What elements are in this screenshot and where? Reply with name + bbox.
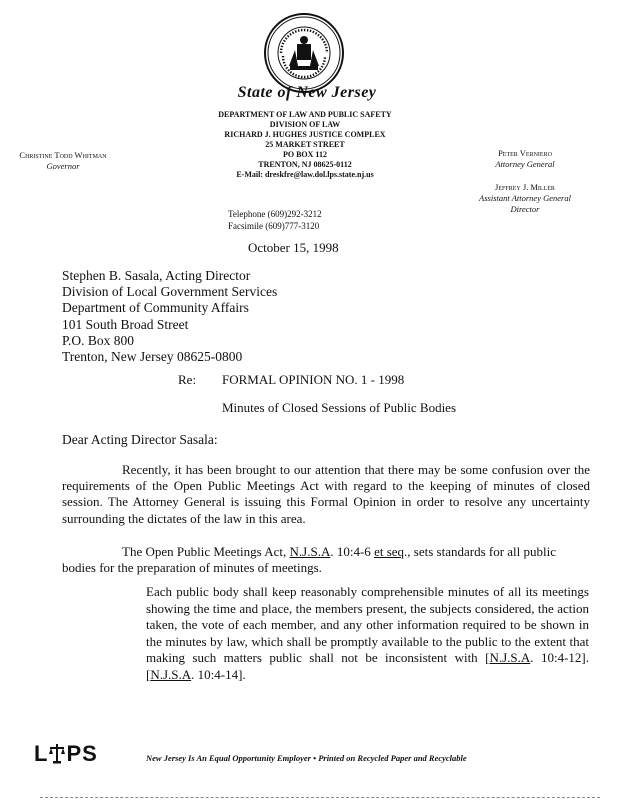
- contact-numbers: [228, 208, 378, 232]
- department-line: TRENTON, NJ 08625-0112: [258, 160, 352, 169]
- block-quote: [146, 584, 589, 684]
- re-label: Re:: [178, 372, 197, 387]
- quote-text: [: [485, 650, 490, 666]
- scales-of-justice-icon: [48, 742, 66, 764]
- officials-block: [470, 148, 580, 215]
- governor-block: [8, 150, 118, 172]
- address-line: Stephen B. Sasala, Acting Director: [62, 268, 251, 283]
- quote-text: . 10:4-12]. [: [146, 650, 589, 682]
- citation: N.J.S.A: [289, 544, 331, 559]
- department-line: RICHARD J. HUGHES JUSTICE COMPLEX: [224, 130, 386, 139]
- para2-text: ., sets standards for all public bodies for the preparation of minutes of meetings.: [62, 544, 557, 576]
- quote-text: Each public body shall keep reasonably comprehensible minutes of all its meetings showing the time and place, the members present, the subjects considered, the action taken, the vote of each member, and any other information required to be shown in the minutes by law, which shall be promptly available to the public to the extent that making such matters public shall not be inconsistent with: [146, 584, 589, 666]
- address-line: Trenton, New Jersey 08625-0800: [62, 349, 243, 365]
- attorney-general-name: Peter Verniero: [498, 148, 552, 158]
- director-title-1: Assistant Attorney General: [479, 193, 571, 203]
- address-line: Division of Local Government Services: [62, 284, 278, 300]
- governor-title: Governor: [46, 161, 80, 171]
- department-line: PO BOX 112: [282, 150, 327, 159]
- para2-text: . 10:4-6: [330, 544, 375, 559]
- letter-date: October 15, 1998: [248, 240, 339, 255]
- telephone: Telephone (609)292-3212: [228, 209, 322, 219]
- re-subject: Minutes of Closed Sessions of Public Bodies: [222, 400, 457, 415]
- department-email: E-Mail: dreskfre@law.dol.lps.state.nj.us: [236, 170, 374, 179]
- citation: N.J.S.A: [489, 650, 531, 666]
- director-title-2: Director: [510, 204, 540, 214]
- facsimile: Facsimile (609)777-3120: [228, 221, 320, 231]
- logo-letter: L: [34, 741, 49, 766]
- body-paragraph-2: [62, 544, 590, 576]
- department-line: DEPARTMENT OF LAW AND PUBLIC SAFETY: [218, 110, 392, 119]
- et-seq: et seq: [374, 544, 405, 559]
- department-line: 25 MARKET STREET: [265, 140, 345, 149]
- state-seal-icon: [263, 12, 345, 94]
- address-line: 101 South Broad Street: [62, 316, 189, 332]
- citation: N.J.S.A: [150, 666, 192, 682]
- attorney-general-title: Attorney General: [495, 159, 555, 169]
- department-block: [190, 110, 420, 180]
- para2-text: The Open Public Meetings Act,: [122, 544, 290, 559]
- body-paragraph-1: Recently, it has been brought to our attention that there may be some confusion over the requirements of the Open Public Meetings Act with regard to the keeping of minutes of closed session. The Attorney General is issuing this Formal Opinion in order to resolve any uncertainty surrounding the dictates of the law in this area.: [62, 462, 590, 526]
- recipient-address: [62, 268, 277, 365]
- address-line: P.O. Box 800: [62, 332, 135, 348]
- governor-name: Christine Todd Whitman: [19, 150, 107, 160]
- address-line: Department of Community Affairs: [62, 300, 249, 316]
- state-title: State of New Jersey: [237, 84, 377, 101]
- footer-tagline: New Jersey Is An Equal Opportunity Employer • Printed on Recycled Paper and Recyclable: [146, 753, 467, 763]
- logo-letters: PS: [66, 741, 98, 766]
- salutation: Dear Acting Director Sasala:: [62, 432, 218, 447]
- lps-logo: [34, 741, 98, 767]
- quote-text: . 10:4-14].: [191, 666, 246, 682]
- bottom-divider: [40, 797, 600, 798]
- director-name: Jeffrey J. Miller: [495, 182, 555, 192]
- re-title: FORMAL OPINION NO. 1 - 1998: [222, 372, 405, 387]
- department-line: DIVISION OF LAW: [269, 120, 341, 129]
